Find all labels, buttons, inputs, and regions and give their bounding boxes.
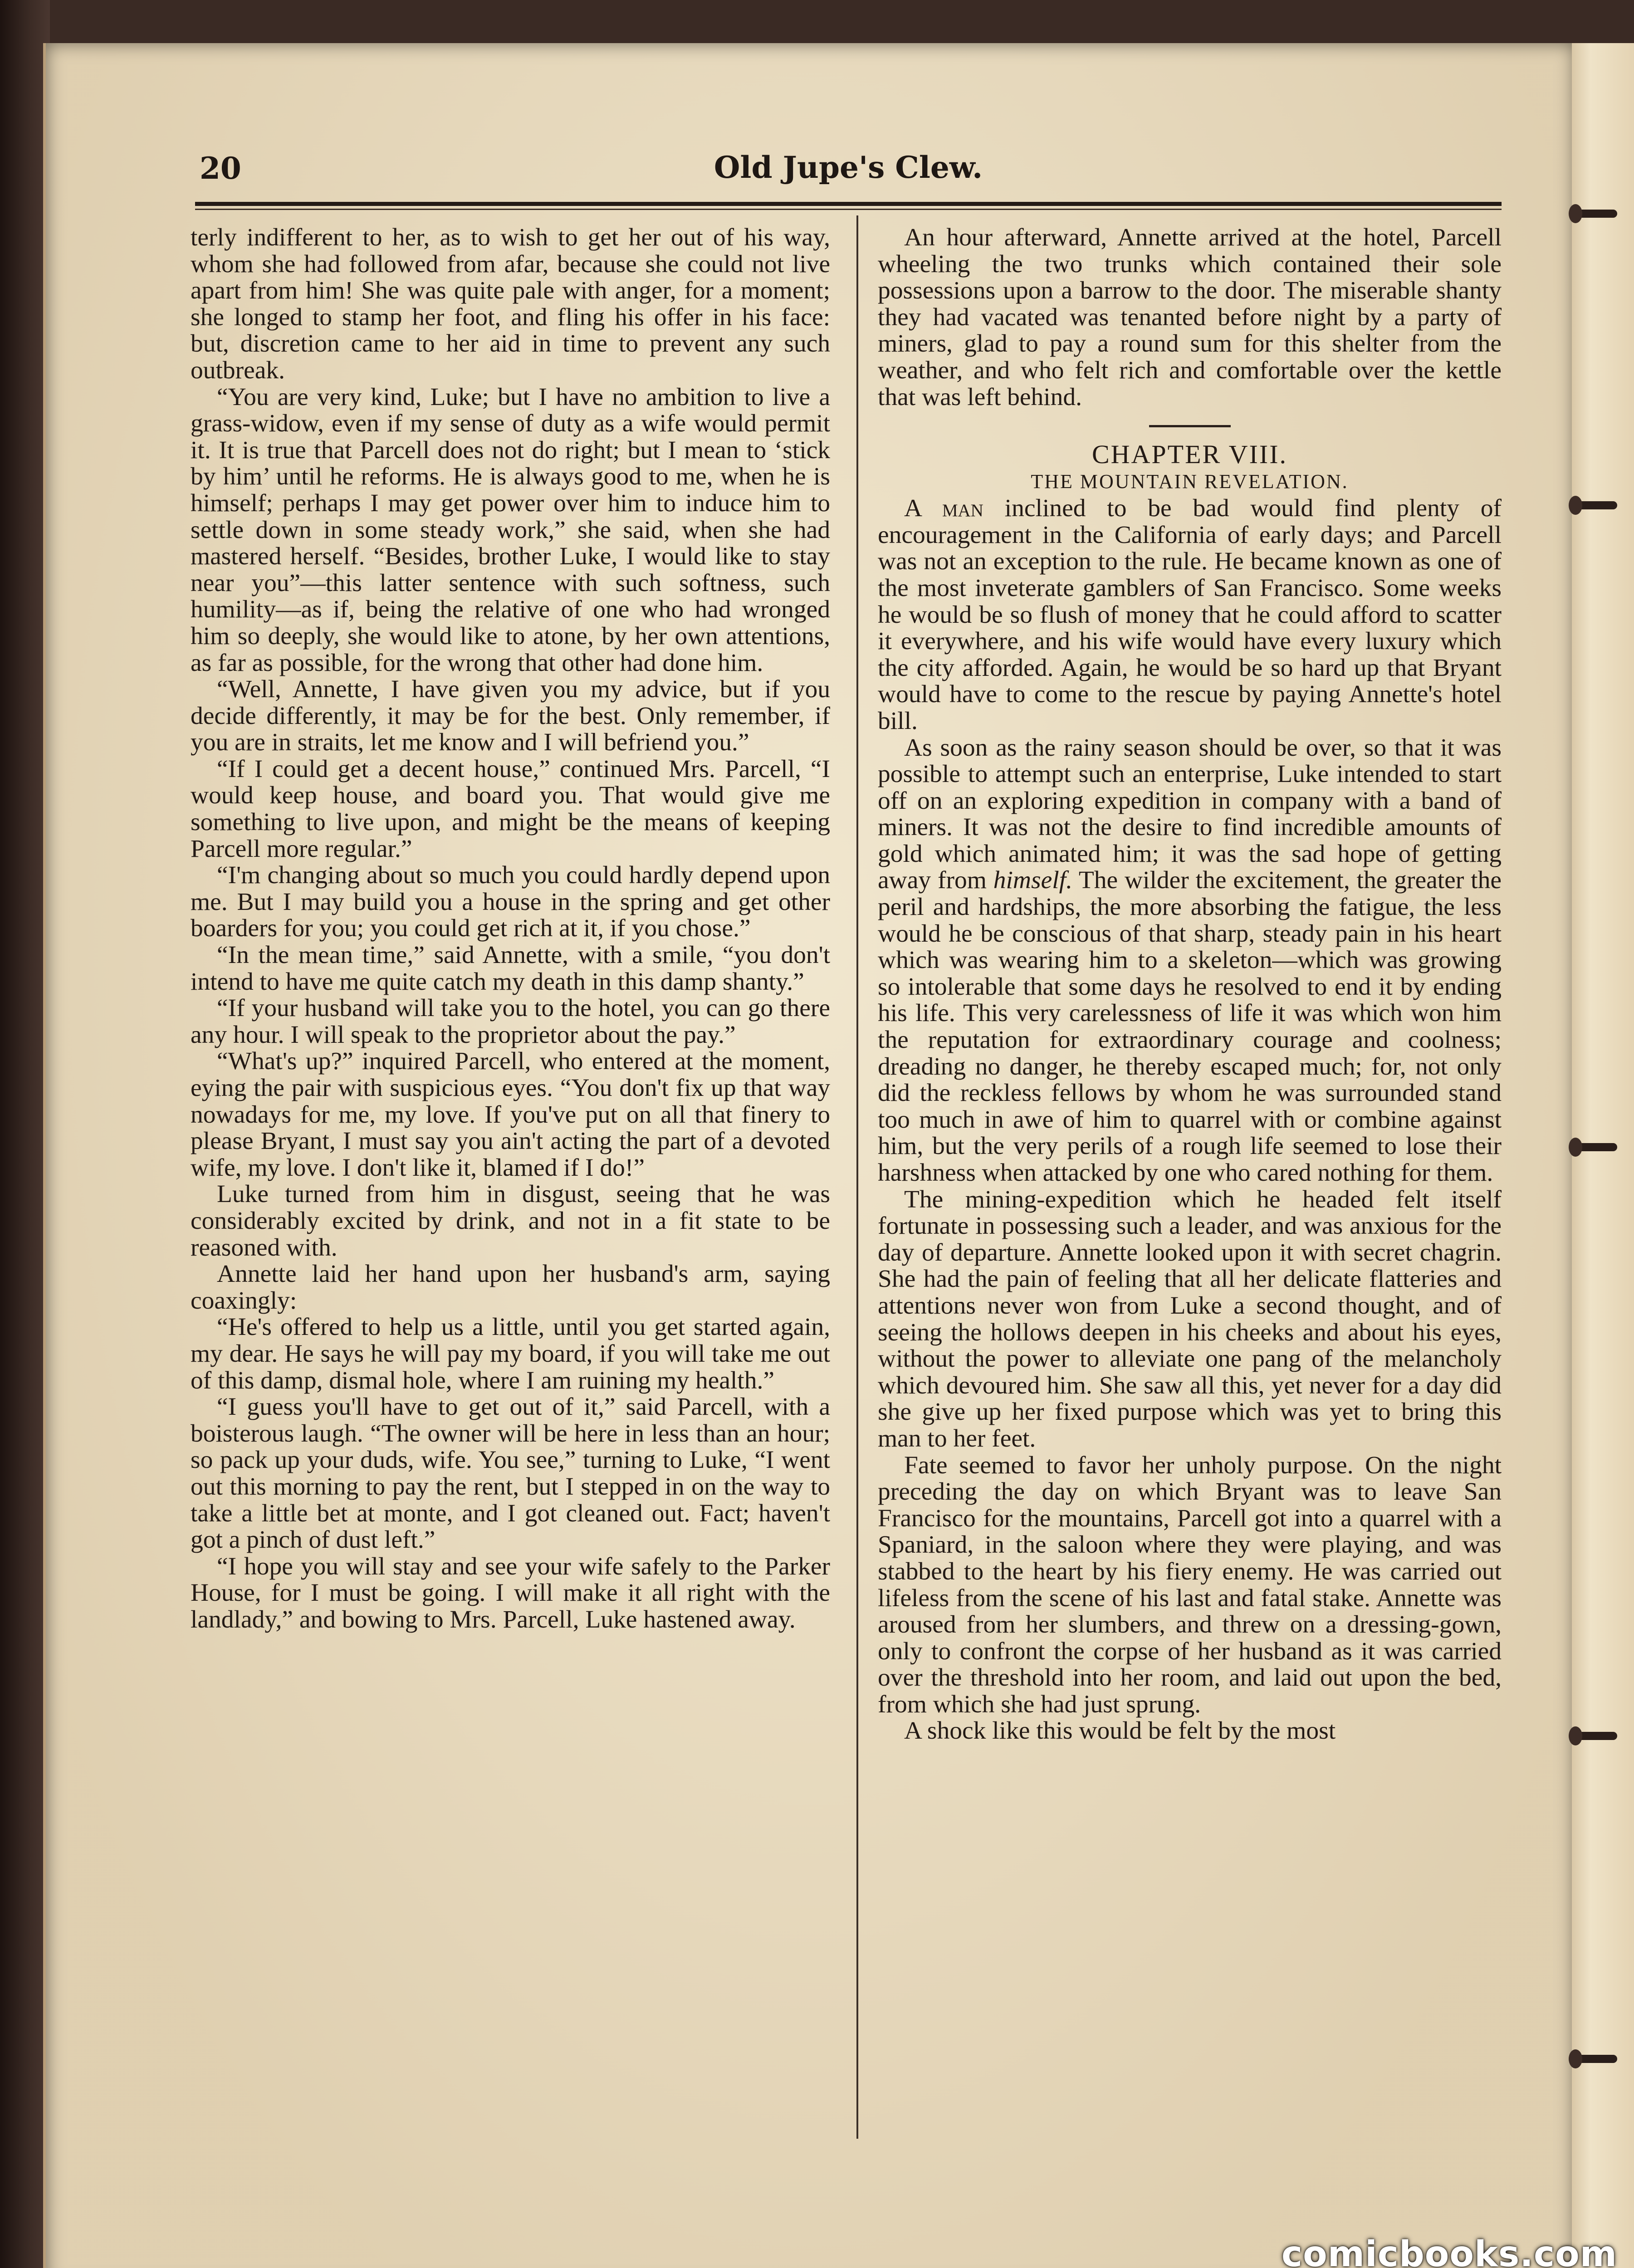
- page-number: 20: [200, 151, 241, 186]
- paragraph-text: The wilder the excitement, the greater the peril and hardships, the more absorbing the fatigue, the less would he be conscious of that sharp, steady pain in his heart which was wearing him to a skeleton—which was growing so intolerable that some days he resolved to end it by ending his life. This very carelessness of life it was which won him the reputation for extraordinary courage and coolness; dreading no danger, he thereby escaped much; for, not only did the reckless fellows by whom he was surrounded stand too much in awe of him to quarrel with or combine against him, but the very perils of a rough life seemed to lose their harshness when attacked by one who cared nothing for them.: [878, 866, 1502, 1187]
- paragraph: The mining-expedition which he headed felt itself fortunate in possessing such a leader, and was anxious for the day of departure. Annette looked upon it with secret chagrin. She had the pain of feeling that all her delicate flatteries and attentions never won from Luke a second thought, and of seeing the hollows deepen in his cheeks and about his eyes, without the power to alleviate one pang of the melancholy which devoured him. She saw all this, yet never for a day did she give up her fixed purpose which was yet to bring this man to her feet.: [878, 1185, 1502, 1452]
- right-column: [878, 225, 1502, 1745]
- paragraph: “In the mean time,” said Annette, with a smile, “you don't intend to have me quite catch my death in this damp shanty.”: [191, 941, 830, 996]
- paragraph: “He's offered to help us a little, until you get started again, my dear. He says he will pay my board, if you will take me out of this damp, dismal hole, where I am ruining my health.”: [191, 1313, 830, 1394]
- page-edge: [1572, 43, 1634, 2268]
- paragraph: Fate seemed to favor her unholy purpose. On the night preceding the day on which Bryant was to leave San Francisco for the mountains, Parcell got into a quarrel with a Spaniard, in the saloon where they were playing, and was stabbed to the heart by his fiery enemy. He was carried out lifeless from the scene of his last and fatal stake. Annette was aroused from her slumbers, and threw on a dressing-gown, only to confront the corpse of her husband as it was carried over the threshold into her room, and laid out upon the bed, from which she had just sprung.: [878, 1451, 1502, 1718]
- binding-staple: [1574, 1143, 1617, 1151]
- binding-staple: [1574, 2055, 1617, 2063]
- chapter-subtitle: THE MOUNTAIN REVELATION.: [1031, 470, 1349, 493]
- chapter-rule: [1149, 425, 1231, 427]
- paragraph: “I guess you'll have to get out of it,” said Parcell, with a boisterous laugh. “The owner will be here in less than an hour; so pack up your duds, wife. You see,” turning to Luke, “I went out this morning to pay the rent, but I stepped in on the way to take a little bet at monte, and I got cleaned out. Fact; haven't got a pinch of dust left.”: [191, 1393, 830, 1554]
- paragraph: “I'm changing about so much you could hardly depend upon me. But I may build you a house in the spring and get other boarders for you; you could get rich at it, if you chose.”: [191, 861, 830, 943]
- binding-shadow: [0, 0, 50, 2268]
- paragraph-text: inclined to be bad would find plenty of encouragement in the California of early days; and Parcell was not an exception to the rule. He became known as one of the most inveterate gamblers of San Francisco. Some weeks he would be so flush of money that he could afford to scatter it everywhere, and his wife would have every luxury which the city afforded. Again, he would be so hard up that Bryant would have to come to the rescue by paying Annette's hotel bill.: [878, 494, 1502, 735]
- running-title: Old Jupe's Clew.: [714, 150, 983, 185]
- binding-staple: [1574, 210, 1617, 218]
- page-header: [200, 145, 1497, 200]
- binding-staple: [1574, 1732, 1617, 1740]
- header-rule: [195, 202, 1502, 206]
- paragraph: “If your husband will take you to the hotel, you can go there any hour. I will speak to the proprietor about the pay.”: [191, 994, 830, 1049]
- paragraph: “Well, Annette, I have given you my advice, but if you decide differently, it may be for the best. Only remember, if you are in straits, let me know and I will befriend you.”: [191, 675, 830, 757]
- paragraph: “What's up?” inquired Parcell, who entered at the moment, eying the pair with suspicious eyes. “You don't fix up that way nowadays for me, my love. If you've put on all that finery to please Bryant, I must say you ain't acting the part of a devoted wife, my love. I don't like it, blamed if I do!”: [191, 1047, 830, 1182]
- header-rule-thin: [195, 209, 1502, 210]
- watermark: comicbooks.com: [1281, 2234, 1617, 2268]
- column-divider: [856, 215, 858, 2139]
- paragraph: terly indifferent to her, as to wish to get her out of his way, whom she had followed from afar, because she could not live apart from him! She was quite pale with anger, for a moment; she longed to stamp her foot, and fling his offer in his face: but, discretion came to her aid in time to prevent any such outbreak.: [191, 224, 830, 384]
- italic-word: himself.: [993, 866, 1072, 894]
- paragraph: An hour afterward, Annette arrived at the hotel, Parcell wheeling the two trunks which contained their sole possessions upon a barrow to the door. The miserable shanty they had vacated was tenanted before night by a party of miners, glad to pay a round sum for this shelter from the weather, and who felt rich and comfortable over the kettle that was left behind.: [878, 224, 1502, 411]
- binding-staple: [1574, 501, 1617, 509]
- paragraph: A shock like this would be felt by the most: [904, 1717, 1336, 1745]
- paragraph: [878, 735, 1502, 1187]
- paragraph: “I hope you will stay and see your wife safely to the Parker House, for I must be going. I will make it all right with the landlady,” and bowing to Mrs. Parcell, Luke hastened away.: [191, 1552, 830, 1633]
- paragraph-text: As soon as the rainy season should be over, so that it was possible to attempt such an enterprise, Luke intended to start off on an exploring expedition in company with a band of miners. It was not the desire to find incredible amounts of gold which animated him; it was the sad hope of getting away from: [878, 733, 1502, 894]
- chapter-lead-words: A man: [904, 494, 983, 523]
- paragraph: Annette laid her hand upon her husband's arm, saying coaxingly:: [191, 1260, 830, 1315]
- chapter-opening-paragraph: [878, 495, 1502, 734]
- chapter-heading: CHAPTER VIII.: [1091, 440, 1288, 469]
- paragraph: “You are very kind, Luke; but I have no ambition to live a grass-widow, even if my sense of duty as a wife would permit it. It is true that Parcell does not do right; but I mean to ‘stick by him’ until he reforms. He is always good to me, when he is himself; perhaps I may get power over him to induce him to settle down in some steady work,” she said, when she had mastered herself. “Besides, brother Luke, I would like to stay near you”—this latter sentence with such softness, such humility—as if, being the relative of one who had wronged him so deeply, she would like to atone, by her own attentions, as far as possible, for the wrong that other had done him.: [191, 383, 830, 677]
- left-column: [191, 225, 830, 1633]
- paragraph: “If I could get a decent house,” continued Mrs. Parcell, “I would keep house, and board you. That would give me something to live upon, and might be the means of keeping Parcell more regular.”: [191, 755, 830, 863]
- paragraph: Luke turned from him in disgust, seeing that he was considerably excited by drink, and not in a fit state to be reasoned with.: [191, 1180, 830, 1261]
